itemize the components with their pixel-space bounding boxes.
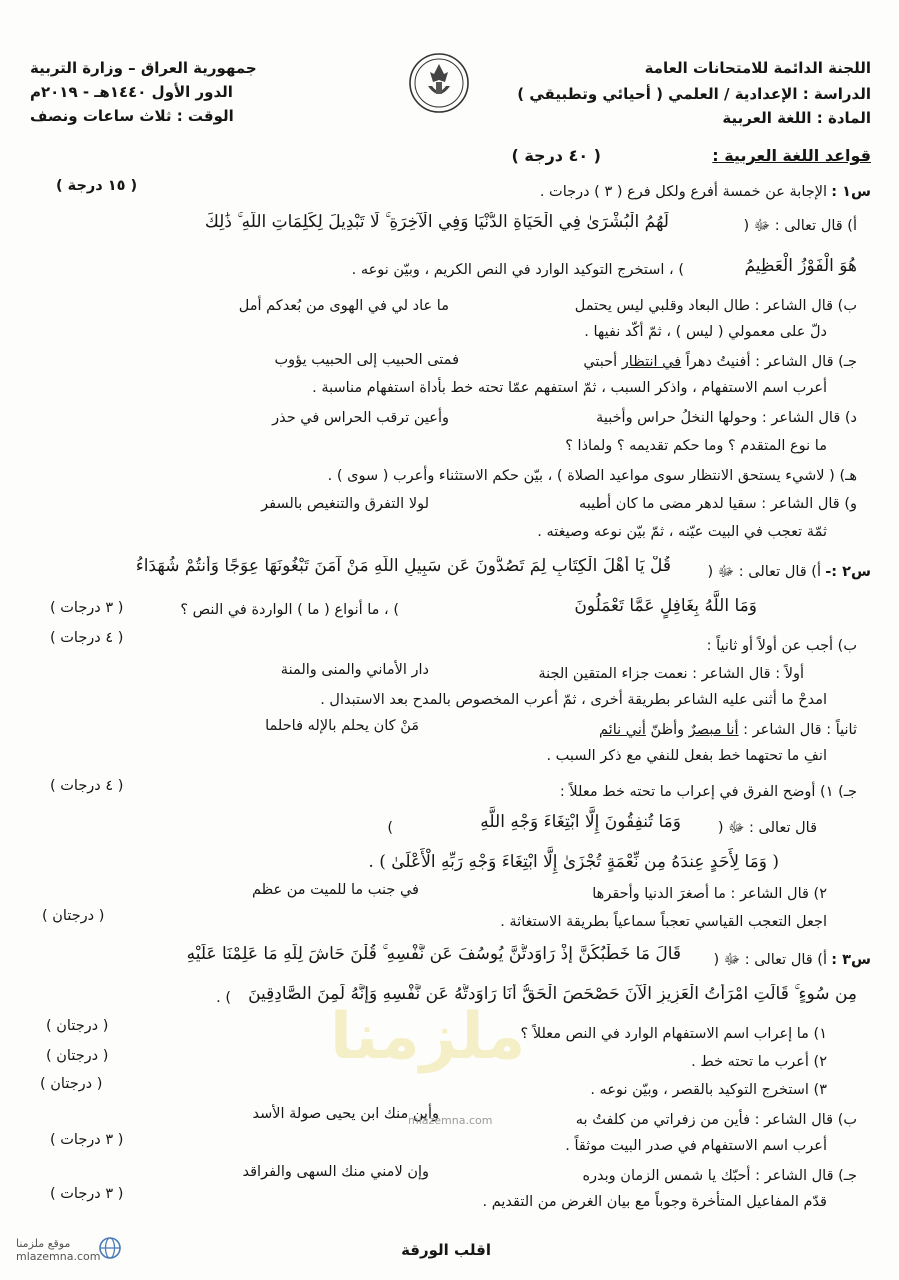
q1-a-prefix: أ) قال تعالى : ﷻ ( [743, 218, 857, 234]
q2-b2-verse-2: مَنْ كان يحلم بالإله فاحلما [265, 718, 419, 734]
section-title: قواعد اللغة العربية : [712, 146, 871, 165]
q2-b2-mid: وأظنّ [650, 722, 685, 738]
q1-f-task: ثمّة تعجب في البيت عيّنه ، ثمّ بيّن نوعه وصيغته . [537, 524, 827, 540]
q3-a-verse-2-end: ) . [216, 990, 231, 1006]
site-credit[interactable] [16, 1237, 100, 1263]
q3-b-verse-1: ب) قال الشاعر : فأين من زفراتي من كلفتُ به [575, 1112, 857, 1128]
republic-line: جمهورية العراق – وزارة التربية [30, 59, 257, 77]
q1-d-verse-1: د) قال الشاعر : وحولها النخلُ حراس وأخبية [596, 410, 857, 426]
q2-a-prefix: أ) قال تعالى : ﷻ ( [707, 564, 821, 580]
round-line: الدور الأول ١٤٤٠هـ - ٢٠١٩م [30, 83, 233, 101]
q2-c2-marks: ( درجتان ) [42, 908, 105, 924]
q1-f-verse-2: لولا التفرق والتنغيص بالسفر [261, 496, 429, 512]
q1-a-task: ) ، استخرج التوكيد الوارد في النص الكريم ، وبيّن نوعه . [351, 262, 684, 278]
q2-b1-verse-1: أولاً : قال الشاعر : نعمت جزاء المتقين الجنة [538, 666, 804, 682]
time-line: الوقت : ثلاث ساعات ونصف [30, 107, 234, 125]
q2-b2-task: انفِ ما تحتهما خط بفعل للنفي مع ذكر السبب . [546, 748, 827, 764]
q3-c-verse-2: وإن لامني منك السهى والفراقد [242, 1164, 429, 1180]
q2-c-verse-1: وَمَا تُنفِقُونَ إِلَّا ابْتِغَاءَ وَجْهِ اللَّهِ [480, 812, 681, 832]
q2-c-verse-1-prefix: قال تعالى : ﷻ ( [717, 820, 817, 836]
q3-c-task: قدّم المفاعيل المتأخرة وجوباً مع بيان الغرض من التقديم . [482, 1194, 827, 1210]
q1-b-verse-1: ب) قال الشاعر : طال البعاد وقلبي ليس يحتمل [574, 298, 857, 314]
q1-c-verse-2: فمتى الحبيب إلى الحبيب يؤوب [274, 352, 459, 368]
q2-b2-prefix: ثانياً : قال الشاعر : [743, 722, 857, 738]
q1-d-task: ما نوع المتقدم ؟ وما حكم تقديمه ؟ ولماذا ؟ [565, 438, 827, 454]
q3-b-verse-2: وأين منك ابن يحيى صولة الأسد [252, 1106, 439, 1122]
q3-label: س٣ : [831, 952, 871, 968]
q3-a-verse-2: مِن سُوءٍ ۚ قَالَتِ امْرَأَتُ الْعَزِيزِ الْآنَ حَصْحَصَ الْحَقُّ أَنَا رَاوَدتُّهُ عَن نَّفْسِهِ وَإِنَّهُ لَمِنَ الصَّادِقِينَ [248, 984, 857, 1004]
q1-c-rest: أحبتي [583, 354, 618, 370]
q1-b-task: دلّ على معمولي ( ليس ) ، ثمّ أكّد نفيها . [584, 324, 827, 340]
q2-label: س٢ :- [825, 564, 871, 580]
globe-logo-icon [98, 1236, 122, 1260]
q2-b-marks: ( ٤ درجات ) [50, 630, 124, 646]
watermark-text: ملزمنا [330, 1000, 526, 1074]
q1-e-text: هـ) ( لاشيء يستحق الانتظار سوى مواعيد الصلاة ) ، بيّن حكم الاستثناء وأعرب ( سوى ) . [327, 468, 857, 484]
q3-a2-marks: ( درجتان ) [46, 1048, 109, 1064]
q2-c2-verse-2: في جنب ما للميت من عظم [251, 882, 419, 898]
site-name-en: mlazemna.com [16, 1250, 101, 1263]
q3-a-verse-1: قَالَ مَا خَطْبُكُنَّ إِذْ رَاوَدتُّنَّ يُوسُفَ عَن نَّفْسِهِ ۚ قُلْنَ حَاشَ لِلَّهِ مَا عَلِمْنَا عَلَيْهِ [186, 944, 681, 964]
q3-b-marks: ( ٣ درجات ) [50, 1132, 124, 1148]
q2-c-marks: ( ٤ درجات ) [50, 778, 124, 794]
q1-b-verse-2: ما عاد لي في الهوى من بُعدكم أمل [238, 298, 449, 314]
q1-c-prefix: جـ) قال الشاعر : أفنيتُ دهراً [685, 354, 857, 370]
q1-c-verse-1 [583, 352, 857, 372]
q1-a-verse-2: هُوَ الْفَوْزُ الْعَظِيمُ [744, 256, 857, 276]
q1-c-task: أعرب اسم الاستفهام ، واذكر السبب ، ثمّ استفهم عمّا تحته خط بأداة استفهام مناسبة . [312, 380, 827, 396]
q2-a-marks: ( ٣ درجات ) [50, 600, 124, 616]
turn-page-note: اقلب الورقة [401, 1241, 491, 1259]
q3-a3-marks: ( درجتان ) [40, 1076, 103, 1092]
q2-c2-task: اجعل التعجب القياسي تعجباً سماعياً بطريقة الاستغاثة . [500, 914, 827, 930]
watermark-domain: mlazemna.com [408, 1114, 493, 1127]
study-line: الدراسة : الإعدادية / العلمي ( أحيائي وتطبيقي ) [517, 85, 871, 103]
q2-a-verse-2: وَمَا اللَّهُ بِغَافِلٍ عَمَّا تَعْمَلُونَ [574, 596, 757, 616]
q1-f-verse-1: و) قال الشاعر : سقيا لدهر مضى ما كان أطيبه [579, 496, 857, 512]
q3-a1: ١) ما إعراب اسم الاستفهام الوارد في النص معللاً ؟ [520, 1026, 827, 1042]
q1-c-underlined: في انتظار [621, 354, 682, 370]
q1-marks: ( ١٥ درجة ) [56, 178, 138, 194]
q1-label: س١ : [831, 184, 871, 200]
q2-c2-verse-1: ٢) قال الشاعر : ما أصغرَ الدنيا وأحقرها [592, 886, 827, 902]
iraq-emblem-icon [408, 52, 470, 114]
site-name-ar: موقع ملزمنا [16, 1237, 71, 1250]
q2-c-verse-2: ( وَمَا لِأَحَدٍ عِندَهُ مِن نِّعْمَةٍ تُجْزَىٰ إِلَّا ابْتِغَاءَ وَجْهِ رَبِّهِ الْأَعْلَىٰ ) . [368, 852, 779, 872]
q2-b2-underlined-2: أني نائم [599, 722, 646, 738]
q2-b1-verse-2: دار الأماني والمنى والمنة [280, 662, 429, 678]
q3-c-marks: ( ٣ درجات ) [50, 1186, 124, 1202]
q2-b1-task: امدحْ ما أثنى عليه الشاعر بطريقة أخرى ، ثمّ أعرب المخصوص بالمدح بعد الاستبدال . [320, 692, 827, 708]
q2-a-verse-1: قُلْ يَا أَهْلَ الْكِتَابِ لِمَ تَصُدُّونَ عَن سَبِيلِ اللَّهِ مَنْ آمَنَ تَبْغُونَهَا عِوَجًا وَأَنتُمْ شُهَدَاءُ [135, 556, 671, 576]
q2-b-intro: ب) أجب عن أولاً أو ثانياً : [706, 638, 857, 654]
section-marks: ( ٤٠ درجة ) [511, 146, 601, 165]
subject-line: المادة : اللغة العربية [722, 109, 871, 127]
q3-a-prefix: أ) قال تعالى : ﷻ ( [713, 952, 827, 968]
q2-a-task: ) ، ما أنواع ( ما ) الواردة في النص ؟ [180, 602, 399, 618]
q1-intro: الإجابة عن خمسة أفرع ولكل فرع ( ٣ ) درجات . [539, 184, 827, 200]
q2-c-intro: جـ) ١) أوضح الفرق في إعراب ما تحته خط معللاً : [559, 784, 857, 800]
q3-a2: ٢) أعرب ما تحته خط . [691, 1054, 827, 1070]
q3-c-verse-1: جـ) قال الشاعر : أحبّك يا شمس الزمان وبدره [582, 1168, 857, 1184]
q2-c-verse-1-end: ) [387, 820, 393, 836]
q3-b-task: أعرب اسم الاستفهام في صدر البيت موثقاً . [565, 1138, 827, 1154]
q2-b2-verse-1 [599, 720, 857, 740]
q3-a1-marks: ( درجتان ) [46, 1018, 109, 1034]
q1-a-verse-1: لَهُمُ الْبُشْرَىٰ فِي الْحَيَاةِ الدُّنْيَا وَفِي الْآخِرَةِ ۚ لَا تَبْدِيلَ لِكَلِمَاتِ اللَّهِ ۚ ذَٰلِكَ [204, 212, 669, 232]
q1-d-verse-2: وأعين ترقب الحراس في حذر [272, 410, 449, 426]
committee-name: اللجنة الدائمة للامتحانات العامة [644, 59, 871, 77]
q3-a3: ٣) استخرج التوكيد بالقصر ، وبيّن نوعه . [590, 1082, 827, 1098]
q2-b2-underlined-1: أنا مبصرٌ [688, 722, 739, 738]
